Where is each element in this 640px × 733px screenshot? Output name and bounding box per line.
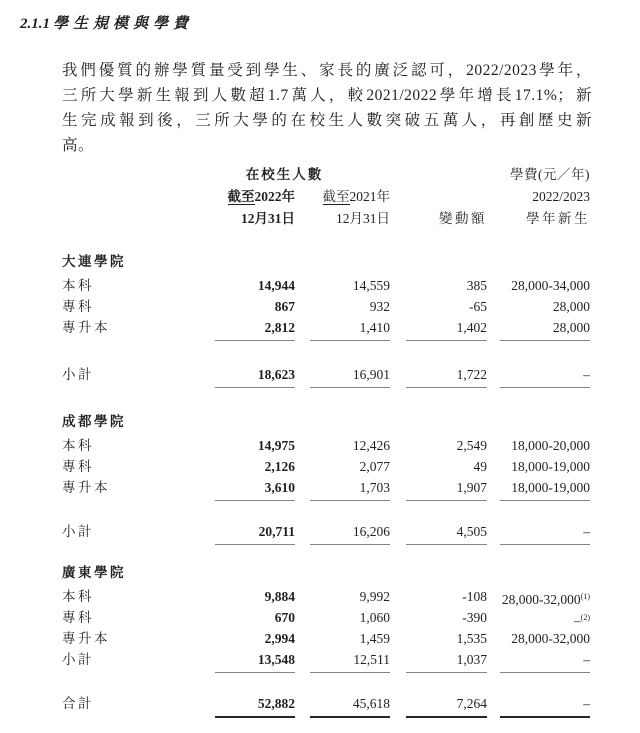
cell-change: [390, 317, 487, 341]
table-row: [62, 628, 590, 649]
cell-change: [390, 628, 487, 649]
cell-fee: [487, 317, 590, 341]
row-label: 大連學院: [62, 254, 126, 269]
value-y2022: 2,994: [264, 631, 295, 646]
value-fee: 18,000-19,000: [511, 459, 590, 474]
value-y2022: 14,944: [257, 278, 295, 293]
value-change: 1,535: [456, 631, 487, 646]
section-title-text: 學生規模與學費: [53, 16, 194, 32]
intro-paragraph: [62, 58, 592, 158]
table-row: [62, 435, 590, 456]
row-label: 專科: [62, 610, 94, 625]
section-heading: [20, 12, 640, 33]
cell-y2022: [215, 649, 295, 673]
cell-y2021: [295, 456, 390, 477]
value-y2022: 2,126: [264, 459, 295, 474]
table-body: [62, 251, 590, 714]
value-y2021: 12,426: [352, 438, 390, 453]
col-2022-asof: [215, 186, 295, 208]
cell-y2021: [295, 435, 390, 456]
cell-y2022: [215, 364, 295, 388]
paragraph-line: 高。: [62, 137, 95, 154]
row-label: 合計: [62, 696, 94, 711]
cell-fee: [487, 693, 590, 718]
value-y2022: 18,623: [215, 364, 295, 388]
cell-y2021: [295, 317, 390, 341]
value-y2022: 20,711: [215, 521, 295, 545]
asof-prefix: 截至: [322, 189, 350, 204]
value-y2021: 1,459: [359, 631, 390, 646]
total-row: [62, 693, 590, 714]
col-2021-date: 12月31日: [336, 211, 390, 226]
value-change: 1,722: [406, 364, 487, 388]
fee-header: 學費(元／年): [510, 167, 590, 182]
value-change: -65: [469, 299, 487, 314]
value-fee: 18,000-20,000: [511, 438, 590, 453]
subtotal-row: [62, 521, 590, 542]
cell-change: [390, 275, 487, 296]
cell-y2021: [295, 521, 390, 545]
section-name-row: [62, 562, 590, 583]
cell-y2022: [215, 317, 295, 341]
section-name-row: [62, 411, 590, 432]
value-y2021: 932: [369, 299, 390, 314]
row-label: 小計: [62, 652, 94, 667]
cell-change: [390, 693, 487, 718]
cell-change: [390, 364, 487, 388]
value-fee: –: [500, 364, 590, 388]
value-fee: 28,000-32,000: [511, 631, 590, 646]
cell-y2022: [215, 456, 295, 477]
value-fee: 28,000-34,000: [511, 278, 590, 293]
value-y2022: 13,548: [215, 649, 295, 673]
cell-fee: [487, 628, 590, 649]
table-row: [62, 317, 590, 338]
value-change: 385: [466, 278, 487, 293]
table-header-row: [62, 186, 590, 208]
cell-y2022: [215, 693, 295, 718]
cell-y2022: [215, 296, 295, 317]
cell-y2021: [295, 693, 390, 718]
value-change: 49: [473, 459, 487, 474]
value-y2021: 1,703: [310, 477, 390, 501]
col-change-header: 變動額: [439, 211, 487, 226]
header-spacer: [62, 208, 215, 230]
col-2021-asof: [295, 186, 390, 208]
row-label: 專升本: [62, 320, 110, 335]
value-y2021: 12,511: [310, 649, 390, 673]
asof-prefix: 截至: [227, 189, 255, 204]
report-page: [0, 12, 640, 733]
value-y2021: 9,992: [359, 589, 390, 604]
row-label: 專科: [62, 299, 94, 314]
footnote-ref: (2): [580, 613, 590, 622]
value-y2022: 14,975: [257, 438, 295, 453]
cell-y2022: [215, 628, 295, 649]
value-y2022: 867: [274, 299, 295, 314]
value-change: 2,549: [456, 438, 487, 453]
value-fee: –: [500, 521, 590, 545]
row-label: 本科: [62, 438, 94, 453]
subtotal-row: [62, 649, 590, 670]
cell-change: [390, 296, 487, 317]
cell-fee: [487, 477, 590, 501]
cell-y2021: [295, 364, 390, 388]
row-label: 廣東學院: [62, 565, 126, 580]
value-change: 4,505: [406, 521, 487, 545]
row-label: 本科: [62, 278, 94, 293]
value-y2021: 1,060: [359, 610, 390, 625]
section-number: 2.1.1: [20, 16, 50, 32]
cell-y2022: [215, 521, 295, 545]
value-y2021: 1,410: [310, 317, 390, 341]
table-row: [62, 275, 590, 296]
tuition-table: [62, 164, 590, 714]
row-label: 專科: [62, 459, 94, 474]
cell-fee: [487, 649, 590, 673]
table-row: [62, 607, 590, 628]
cell-y2022: [215, 477, 295, 501]
cell-y2022: [215, 435, 295, 456]
value-fee: –: [500, 649, 590, 673]
cell-change: [390, 649, 487, 673]
cell-y2021: [295, 477, 390, 501]
value-y2022: 3,610: [215, 477, 295, 501]
subtotal-row: [62, 364, 590, 385]
value-y2021: 14,559: [352, 278, 390, 293]
cell-y2021: [295, 296, 390, 317]
value-change: -108: [462, 589, 487, 604]
footnote-ref: (1): [580, 592, 590, 601]
value-y2022: 52,882: [215, 693, 295, 718]
value-y2022: 670: [274, 610, 295, 625]
cell-fee: [487, 296, 590, 317]
paragraph-line: 生完成報到後，三所大學的在校生人數突破五萬人，再創歷史新: [62, 112, 592, 129]
table-header-row: [62, 208, 590, 230]
cell-change: [390, 521, 487, 545]
cell-y2021: [295, 628, 390, 649]
col-2022-date: 12月31日: [241, 211, 295, 226]
cell-change: [390, 456, 487, 477]
value-y2022: 9,884: [264, 589, 295, 604]
cell-change: [390, 477, 487, 501]
cell-y2022: [215, 275, 295, 296]
value-fee: 28,000: [500, 317, 590, 341]
value-fee: –$^{(2)}$: [573, 613, 590, 628]
asof-year: 2021年: [349, 189, 390, 204]
table-header-row: [62, 164, 590, 186]
value-y2021: 16,901: [310, 364, 390, 388]
cell-fee: [487, 435, 590, 456]
cell-y2021: [295, 275, 390, 296]
section-name-row: [62, 251, 590, 272]
table-row: [62, 586, 590, 607]
row-label: 專升本: [62, 480, 110, 495]
row-label: 成都學院: [62, 414, 126, 429]
paragraph-line: 三所大學新生報到人數超1.7萬人，較2021/2022學年增長17.1%；新: [62, 87, 592, 104]
cell-fee: [487, 275, 590, 296]
cell-change: [390, 435, 487, 456]
header-spacer: [62, 164, 215, 186]
value-change: 7,264: [406, 693, 487, 718]
col-fee-year: 2022/2023: [532, 189, 590, 204]
cell-fee: [487, 456, 590, 477]
value-fee: –: [500, 693, 590, 718]
cell-y2021: [295, 649, 390, 673]
value-change: 1,037: [406, 649, 487, 673]
value-change: 1,907: [406, 477, 487, 501]
value-fee: 18,000-19,000: [500, 477, 590, 501]
table-row: [62, 456, 590, 477]
value-y2021: 45,618: [310, 693, 390, 718]
value-y2021: 2,077: [359, 459, 390, 474]
paragraph-line: 我們優質的辦學質量受到學生、家長的廣泛認可，2022/2023學年，: [62, 62, 592, 79]
row-label: 專升本: [62, 631, 110, 646]
row-label: 本科: [62, 589, 94, 604]
enrollment-group-header: 在校生人數: [245, 167, 324, 182]
value-y2022: 2,812: [215, 317, 295, 341]
col-fee-newstudents: 學年新生: [526, 211, 590, 226]
cell-fee: [487, 364, 590, 388]
row-label: 小計: [62, 524, 94, 539]
table-row: [62, 477, 590, 498]
asof-year: 2022年: [254, 189, 295, 204]
value-change: -390: [462, 610, 487, 625]
cell-fee: [487, 521, 590, 545]
value-y2021: 16,206: [310, 521, 390, 545]
header-spacer: [62, 186, 215, 208]
value-fee: 28,000-32,000$^{(1)}$: [501, 592, 590, 607]
value-fee: 28,000: [552, 299, 590, 314]
row-label: 小計: [62, 367, 94, 382]
table-row: [62, 296, 590, 317]
value-change: 1,402: [406, 317, 487, 341]
header-spacer: [390, 186, 487, 208]
